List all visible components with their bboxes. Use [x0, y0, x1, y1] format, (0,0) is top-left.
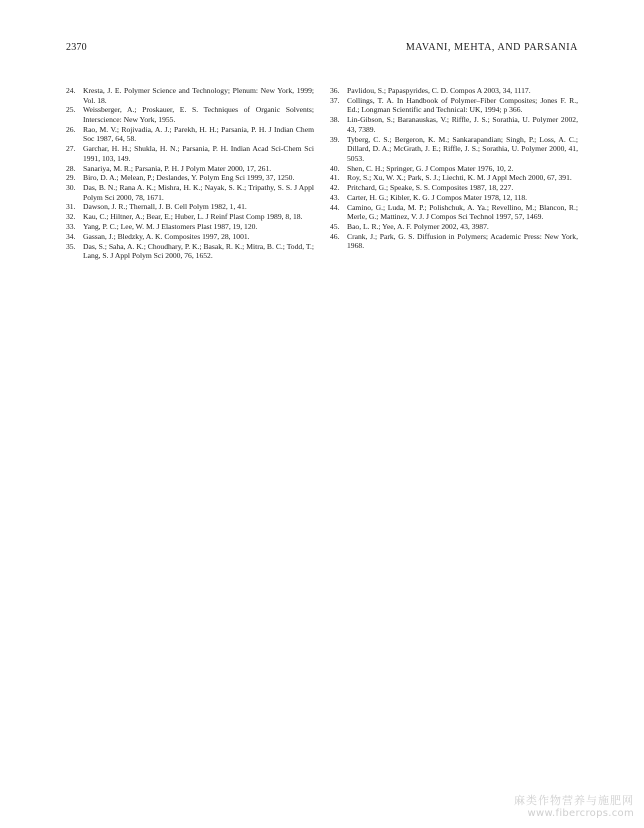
- reference-text: Pavlidou, S.; Papaspyrides, C. D. Compos A 2003, 34, 1117.: [347, 86, 531, 95]
- reference-text: Lin-Gibson, S.; Baranauskas, V.; Riffle, J. S.; Sorathia, U. Polymer 2002, 43, 7389.: [347, 115, 578, 134]
- reference-entry: [66, 86, 314, 105]
- reference-number: 46.: [330, 231, 340, 241]
- reference-text: Crank, J.; Park, G. S. Diffusion in Polymers; Academic Press: New York, 1968.: [347, 231, 578, 251]
- reference-number: 24.: [66, 86, 76, 95]
- reference-number: 40.: [330, 163, 340, 173]
- reference-number: 44.: [330, 202, 340, 212]
- reference-text: Roy, S.; Xu, W. X.; Park, S. J.; Liechti, K. M. J Appl Mech 2000, 67, 391.: [347, 173, 572, 183]
- reference-text: Yang, P. C.; Lee, W. M. J Elastomers Plast 1987, 19, 120.: [83, 222, 258, 231]
- reference-entry: [330, 164, 578, 174]
- references-right-column: [330, 86, 578, 251]
- reference-number: 29.: [66, 173, 76, 183]
- reference-entry: [330, 173, 578, 183]
- reference-entry: [330, 183, 578, 193]
- reference-entry: [66, 222, 314, 232]
- reference-number: 34.: [66, 231, 76, 241]
- reference-number: 41.: [330, 173, 340, 183]
- reference-number: 45.: [330, 222, 340, 231]
- reference-number: 38.: [330, 115, 340, 125]
- reference-entry: [330, 115, 578, 134]
- reference-entry: [330, 135, 578, 164]
- reference-entry: [66, 212, 314, 222]
- reference-text: Carter, H. G.; Kibler, K. G. J Compos Mater 1978, 12, 118.: [347, 192, 528, 202]
- reference-entry: [66, 125, 314, 144]
- reference-text: Kau, C.; Hiltner, A.; Bear, E.; Huber, L. J Reinf Plast Comp 1989, 8, 18.: [83, 212, 303, 222]
- page-number: 2370: [66, 42, 87, 53]
- reference-text: Garchar, H. H.; Shukla, H. N.; Parsania, P. H. Indian Acad Sci-Chem Sci 1991, 103, 149.: [83, 144, 314, 163]
- reference-entry: [330, 222, 578, 232]
- reference-number: 27.: [66, 144, 76, 154]
- reference-entry: [66, 105, 314, 124]
- reference-entry: [330, 96, 578, 115]
- reference-text: Shen, C. H.; Springer, G. J Compos Mater 1976, 10, 2.: [347, 163, 514, 173]
- reference-entry: [66, 242, 314, 261]
- reference-text: Gassan, J.; Bledzky, A. K. Composites 1997, 28, 1001.: [83, 231, 250, 241]
- reference-entry: [66, 173, 314, 183]
- reference-number: 31.: [66, 202, 76, 212]
- running-head: MAVANI, MEHTA, AND PARSANIA: [405, 42, 578, 53]
- reference-entry: [330, 193, 578, 203]
- reference-entry: [66, 183, 314, 202]
- reference-text: Biro, D. A.; Melean, P.; Deslandes, Y. Polym Eng Sci 1999, 37, 1250.: [83, 173, 295, 183]
- reference-entry: [330, 203, 578, 222]
- reference-number: 39.: [330, 134, 340, 144]
- reference-text: Das, B. N.; Rana A. K.; Mishra, H. K.; Nayak, S. K.; Tripathy, S. S. J Appl Polym Sci 2000, 78, 1671.: [83, 183, 314, 202]
- reference-text: Collings, T. A. In Handbook of Polymer–Fiber Composites; Jones F. R., Ed.; Longman Scientific and Technical: UK, 1994; p 366.: [347, 95, 578, 115]
- reference-entry: [66, 164, 314, 174]
- reference-text: Kresta, J. E. Polymer Science and Technology; Plenum: New York, 1999; Vol. 18.: [83, 86, 314, 105]
- reference-text: Tyberg, C. S.; Bergeron, K. M.; Sankarapandian; Singh, P.; Loss, A. C.; Dillard, D. A.; McGrath, J. E.; Riffle, J. S.; Sorathia, U. Polymer 2000, 41, 5053.: [347, 134, 578, 163]
- watermark-chinese-text: 麻类作物营养与施肥网: [514, 794, 634, 807]
- reference-entry: [66, 144, 314, 163]
- reference-entry: [330, 232, 578, 251]
- reference-text: Bao, L. R.; Yee, A. F. Polymer 2002, 43, 3987.: [347, 222, 489, 231]
- watermark-url: www.fibercrops.com: [527, 808, 634, 819]
- reference-number: 30.: [66, 183, 76, 193]
- reference-number: 28.: [66, 163, 76, 173]
- watermark: [514, 794, 634, 820]
- reference-entry: [66, 202, 314, 212]
- reference-text: Das, S.; Saha, A. K.; Choudhary, P. K.; Basak, R. K.; Mitra, B. C.; Todd, T.; Lang, S. J Appl Polym Sci 2000, 76, 1652.: [83, 241, 314, 261]
- reference-entry: [330, 86, 578, 96]
- reference-number: 37.: [330, 95, 340, 105]
- reference-number: 26.: [66, 124, 76, 134]
- reference-text: Rao, M. V.; Rojivadia, A. J.; Parekh, H. H.; Parsania, P. H. J Indian Chem Soc 1987, 64, 58.: [83, 124, 314, 144]
- reference-number: 35.: [66, 241, 76, 251]
- reference-text: Camino, G.; Luda, M. P.; Polishchuk, A. Ya.; Revellino, M.; Blancon, R.; Merle, G.; Mattinez, V. J. J Compos Sci Technol 1997, 57, 1469.: [347, 202, 578, 222]
- reference-text: Weissberger, A.; Proskauer, E. S. Techniques of Organic Solvents; Interscience: New York, 1955.: [83, 105, 314, 124]
- references-left-column: [66, 86, 314, 261]
- reference-text: Dawson, J. R.; Thernall, J. B. Cell Polym 1982, 1, 41.: [83, 202, 247, 212]
- reference-number: 33.: [66, 222, 76, 231]
- reference-entry: [66, 232, 314, 242]
- reference-number: 42.: [330, 183, 340, 193]
- reference-text: Pritchard, G.; Speake, S. S. Composites 1987, 18, 227.: [347, 183, 514, 193]
- reference-number: 36.: [330, 86, 340, 95]
- reference-number: 43.: [330, 192, 340, 202]
- reference-number: 25.: [66, 105, 76, 115]
- reference-number: 32.: [66, 212, 76, 222]
- reference-text: Sanariya, M. R.; Parsania, P. H. J Polym Mater 2000, 17, 261.: [83, 163, 272, 173]
